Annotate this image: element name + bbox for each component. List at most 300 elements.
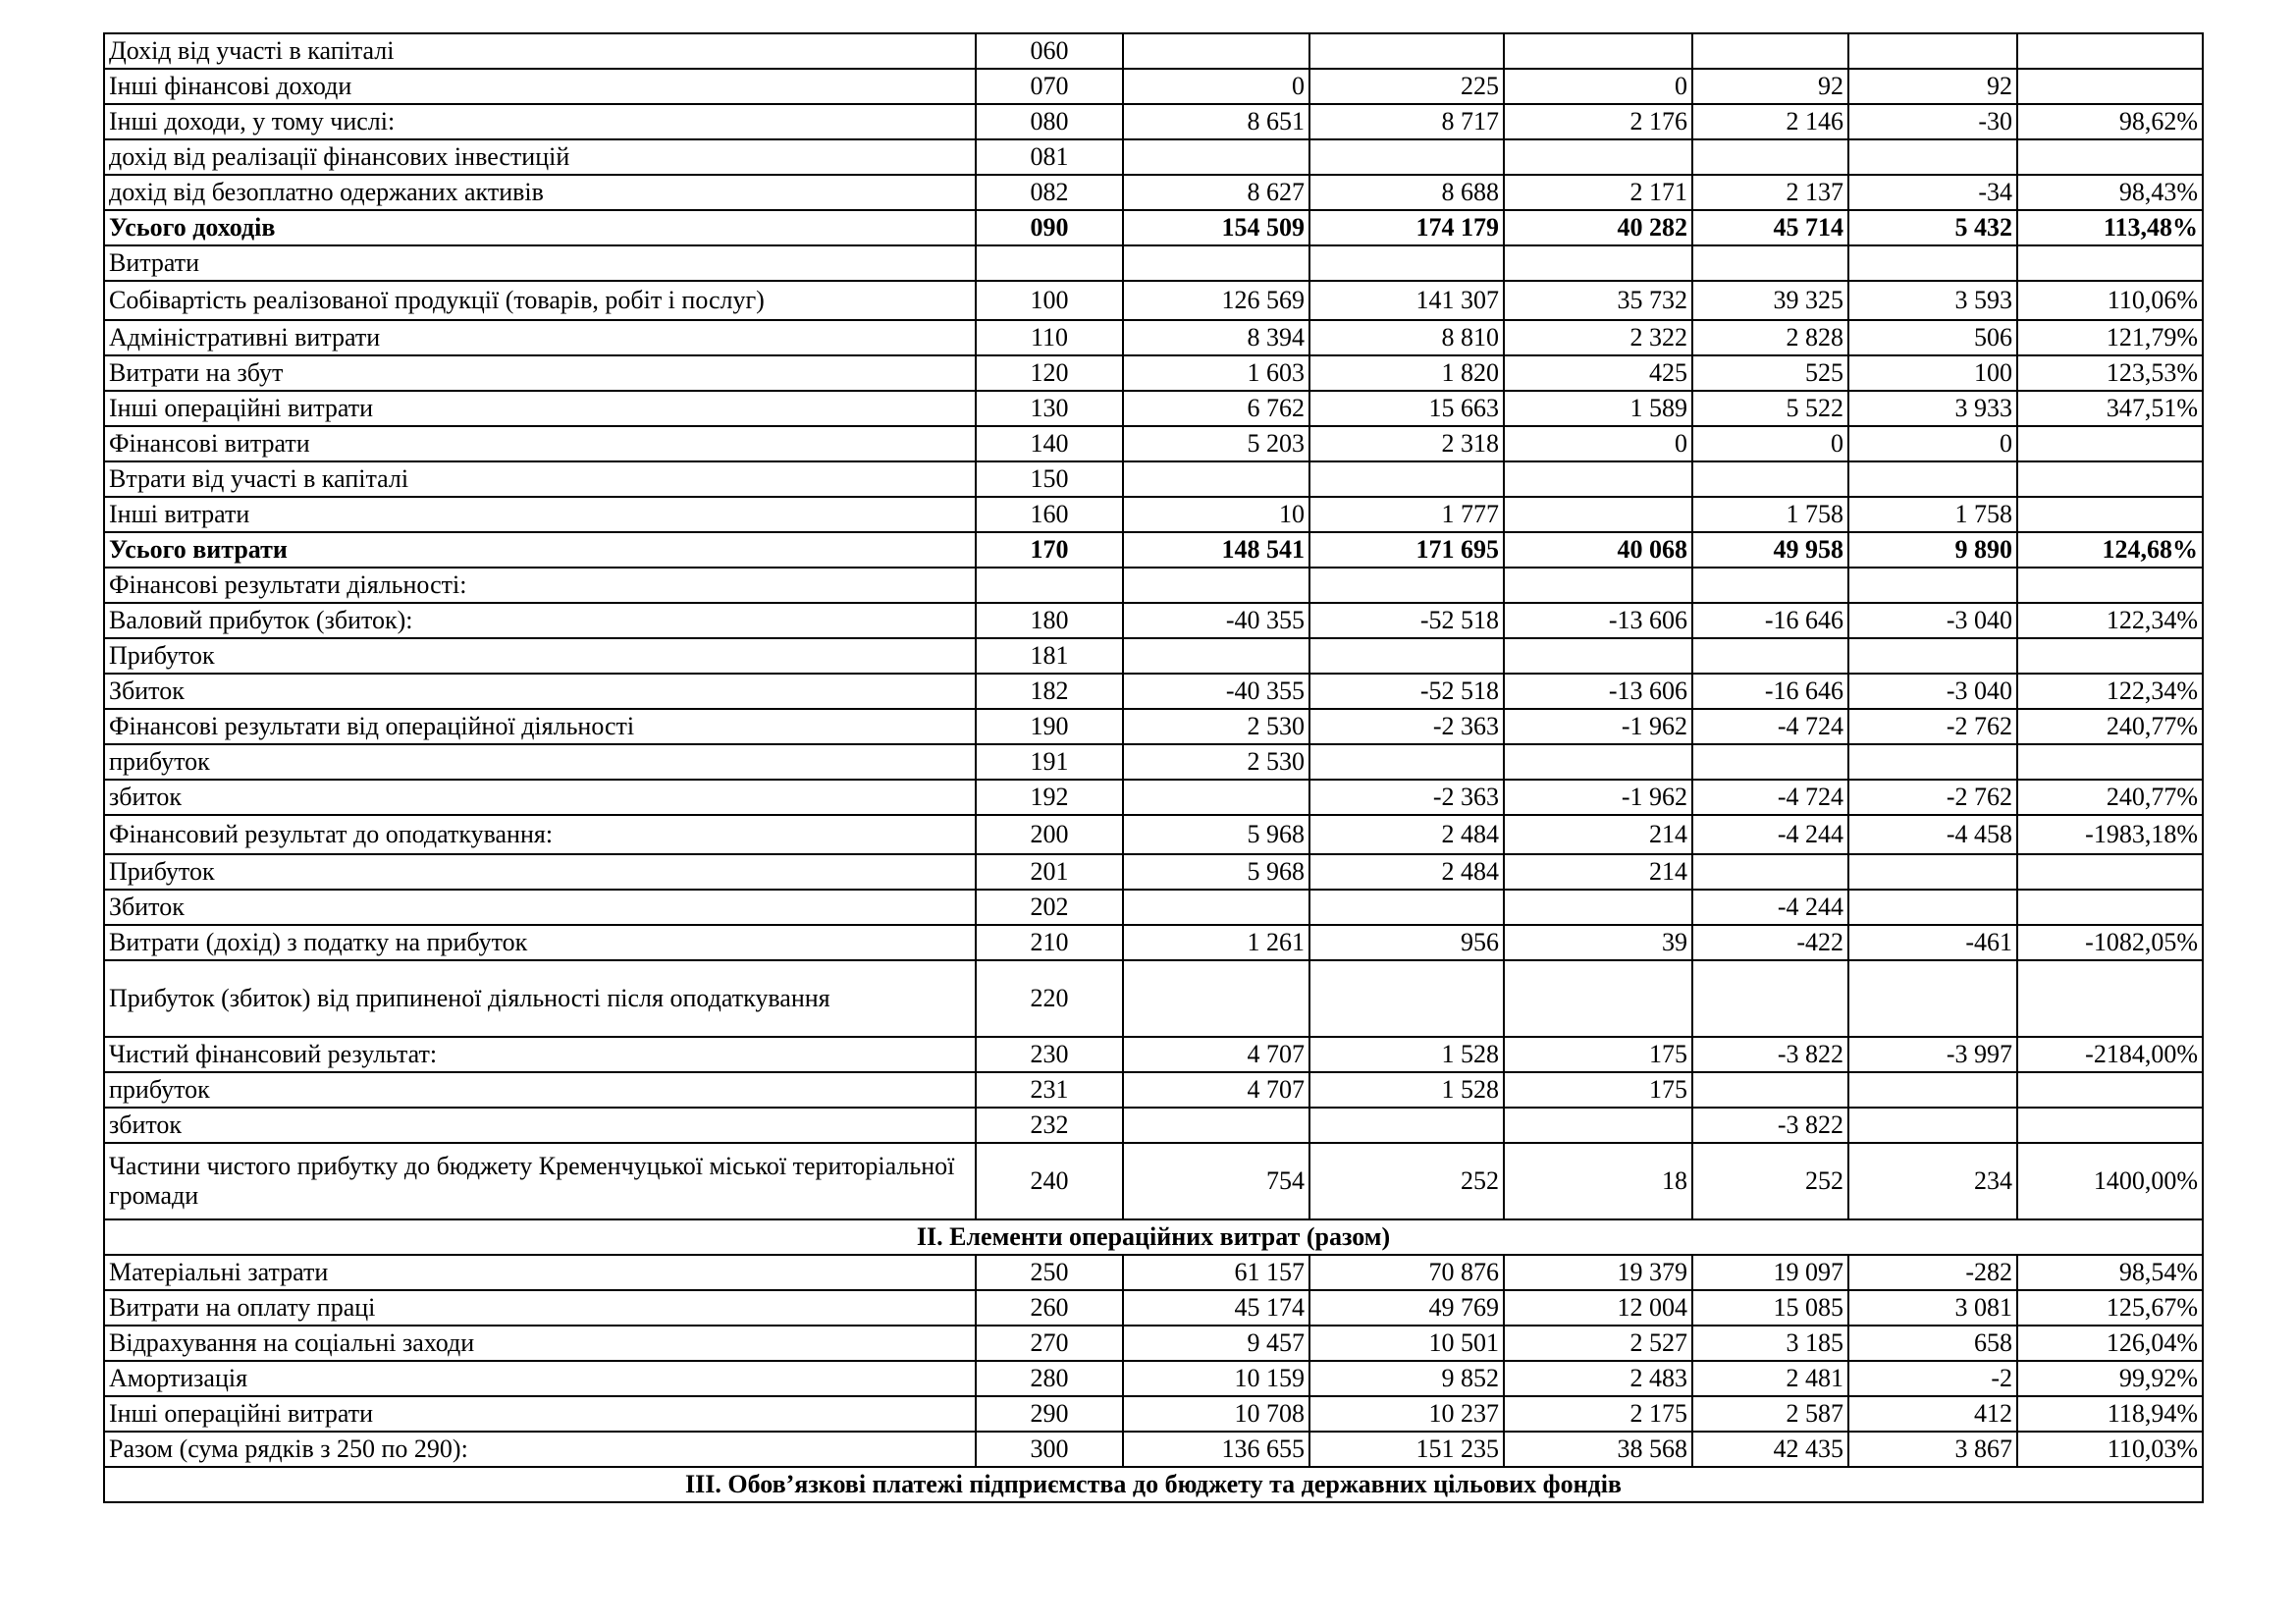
row-label: Разом (сума рядків з 250 по 290):	[104, 1432, 976, 1467]
table-row	[104, 281, 2203, 320]
table-row	[104, 890, 2203, 925]
row-code: 192	[976, 780, 1123, 815]
value-cell: 8 394	[1123, 320, 1309, 355]
value-cell: 70 876	[1309, 1255, 1504, 1290]
value-cell: 3 593	[1848, 281, 2017, 320]
value-cell: 40 282	[1504, 210, 1692, 245]
value-cell	[1123, 568, 1309, 603]
value-cell	[1692, 744, 1848, 780]
row-code: 090	[976, 210, 1123, 245]
row-code: 290	[976, 1396, 1123, 1432]
value-cell: 10 159	[1123, 1361, 1309, 1396]
value-cell: -4 724	[1692, 709, 1848, 744]
value-cell	[2017, 426, 2203, 461]
row-code: 191	[976, 744, 1123, 780]
value-cell	[1309, 139, 1504, 175]
table-row	[104, 104, 2203, 139]
value-cell: 118,94%	[2017, 1396, 2203, 1432]
table-row	[104, 1290, 2203, 1326]
value-cell: 49 958	[1692, 532, 1848, 568]
value-cell: 2 175	[1504, 1396, 1692, 1432]
value-cell: 45 174	[1123, 1290, 1309, 1326]
value-cell: 99,92%	[2017, 1361, 2203, 1396]
value-cell: 3 933	[1848, 391, 2017, 426]
value-cell: 42 435	[1692, 1432, 1848, 1467]
row-label: Валовий прибуток (збиток):	[104, 603, 976, 638]
table-row	[104, 568, 2203, 603]
table-row	[104, 532, 2203, 568]
value-cell: -30	[1848, 104, 2017, 139]
row-label: Витрати (дохід) з податку на прибуток	[104, 925, 976, 960]
value-cell	[1309, 960, 1504, 1037]
value-cell: 2 322	[1504, 320, 1692, 355]
value-cell: 15 085	[1692, 1290, 1848, 1326]
value-cell	[1504, 1108, 1692, 1143]
value-cell: -4 244	[1692, 890, 1848, 925]
value-cell	[2017, 245, 2203, 281]
table-row	[104, 960, 2203, 1037]
value-cell: 121,79%	[2017, 320, 2203, 355]
value-cell	[1848, 960, 2017, 1037]
value-cell: 2 484	[1309, 815, 1504, 854]
value-cell: 8 627	[1123, 175, 1309, 210]
value-cell: -4 244	[1692, 815, 1848, 854]
table-row	[104, 744, 2203, 780]
value-cell: -2184,00%	[2017, 1037, 2203, 1072]
value-cell	[1309, 1108, 1504, 1143]
value-cell	[1123, 960, 1309, 1037]
row-code: 130	[976, 391, 1123, 426]
value-cell: 2 146	[1692, 104, 1848, 139]
value-cell	[1504, 461, 1692, 497]
row-code: 232	[976, 1108, 1123, 1143]
value-cell: 123,53%	[2017, 355, 2203, 391]
value-cell: 10	[1123, 497, 1309, 532]
row-code: 080	[976, 104, 1123, 139]
value-cell: 126,04%	[2017, 1326, 2203, 1361]
row-label: Прибуток	[104, 854, 976, 890]
section-title: II. Елементи операційних витрат (разом)	[104, 1219, 2203, 1255]
row-code: 081	[976, 139, 1123, 175]
row-code: 180	[976, 603, 1123, 638]
row-label: Відрахування на соціальні заходи	[104, 1326, 976, 1361]
value-cell: -13 606	[1504, 674, 1692, 709]
row-label: Прибуток (збиток) від припиненої діяльності після оподаткування	[104, 960, 976, 1037]
value-cell: 3 081	[1848, 1290, 2017, 1326]
table-row	[104, 1396, 2203, 1432]
row-label: Фінансовий результат до оподаткування:	[104, 815, 976, 854]
row-label: Витрати на збут	[104, 355, 976, 391]
value-cell: 5 968	[1123, 854, 1309, 890]
value-cell: 125,67%	[2017, 1290, 2203, 1326]
row-code: 231	[976, 1072, 1123, 1108]
value-cell: 5 203	[1123, 426, 1309, 461]
table-row	[104, 69, 2203, 104]
value-cell	[1848, 568, 2017, 603]
value-cell: 4 707	[1123, 1072, 1309, 1108]
value-cell: -4 458	[1848, 815, 2017, 854]
table-row	[104, 1072, 2203, 1108]
value-cell: 8 651	[1123, 104, 1309, 139]
value-cell	[1123, 461, 1309, 497]
value-cell	[1692, 245, 1848, 281]
value-cell: 956	[1309, 925, 1504, 960]
value-cell: -13 606	[1504, 603, 1692, 638]
table-row	[104, 355, 2203, 391]
value-cell: -1 962	[1504, 709, 1692, 744]
value-cell: 141 307	[1309, 281, 1504, 320]
value-cell	[1848, 744, 2017, 780]
row-label: Інші доходи, у тому числі:	[104, 104, 976, 139]
value-cell	[1692, 1072, 1848, 1108]
value-cell: 1400,00%	[2017, 1143, 2203, 1219]
value-cell	[1504, 139, 1692, 175]
row-label: Витрати на оплату праці	[104, 1290, 976, 1326]
value-cell	[1848, 33, 2017, 69]
value-cell: 1 261	[1123, 925, 1309, 960]
value-cell	[1309, 245, 1504, 281]
row-label: Матеріальні затрати	[104, 1255, 976, 1290]
value-cell: 19 097	[1692, 1255, 1848, 1290]
row-code: 110	[976, 320, 1123, 355]
value-cell	[1848, 461, 2017, 497]
row-label: Збиток	[104, 674, 976, 709]
row-code: 140	[976, 426, 1123, 461]
row-code: 230	[976, 1037, 1123, 1072]
value-cell: 0	[1692, 426, 1848, 461]
value-cell: -282	[1848, 1255, 2017, 1290]
row-label: Усього доходів	[104, 210, 976, 245]
value-cell: 252	[1309, 1143, 1504, 1219]
row-label: Втрати від участі в капіталі	[104, 461, 976, 497]
table-row	[104, 603, 2203, 638]
value-cell	[1309, 638, 1504, 674]
value-cell	[1848, 1072, 2017, 1108]
value-cell: 110,03%	[2017, 1432, 2203, 1467]
value-cell: 19 379	[1504, 1255, 1692, 1290]
value-cell: -3 822	[1692, 1037, 1848, 1072]
row-label: Дохід від участі в капіталі	[104, 33, 976, 69]
value-cell: -2 363	[1309, 709, 1504, 744]
value-cell: 2 587	[1692, 1396, 1848, 1432]
row-code: 120	[976, 355, 1123, 391]
value-cell: 2 481	[1692, 1361, 1848, 1396]
value-cell: -2 762	[1848, 780, 2017, 815]
value-cell	[1692, 461, 1848, 497]
value-cell: 98,62%	[2017, 104, 2203, 139]
table-row	[104, 175, 2203, 210]
row-label: Адміністративні витрати	[104, 320, 976, 355]
value-cell	[1309, 744, 1504, 780]
value-cell: 8 688	[1309, 175, 1504, 210]
value-cell: 3 185	[1692, 1326, 1848, 1361]
table-row	[104, 426, 2203, 461]
value-cell	[1123, 245, 1309, 281]
table-row	[104, 1255, 2203, 1290]
row-code: 181	[976, 638, 1123, 674]
row-code: 170	[976, 532, 1123, 568]
value-cell: -3 040	[1848, 674, 2017, 709]
row-label: дохід від безоплатно одержаних активів	[104, 175, 976, 210]
value-cell	[2017, 33, 2203, 69]
value-cell: 10 708	[1123, 1396, 1309, 1432]
value-cell: 4 707	[1123, 1037, 1309, 1072]
table-row	[104, 1326, 2203, 1361]
value-cell: -1983,18%	[2017, 815, 2203, 854]
value-cell	[1692, 33, 1848, 69]
table-row	[104, 1361, 2203, 1396]
row-label: прибуток	[104, 744, 976, 780]
table-row	[104, 1037, 2203, 1072]
row-code: 201	[976, 854, 1123, 890]
row-code: 270	[976, 1326, 1123, 1361]
value-cell: 8 717	[1309, 104, 1504, 139]
value-cell: 174 179	[1309, 210, 1504, 245]
value-cell	[1309, 33, 1504, 69]
value-cell: 98,43%	[2017, 175, 2203, 210]
value-cell	[2017, 461, 2203, 497]
value-cell	[1504, 568, 1692, 603]
value-cell: 15 663	[1309, 391, 1504, 426]
section-title: III. Обов’язкові платежі підприємства до бюджету та державних цільових фондів	[104, 1467, 2203, 1502]
value-cell	[1848, 245, 2017, 281]
value-cell	[1504, 245, 1692, 281]
value-cell: 6 762	[1123, 391, 1309, 426]
value-cell	[1848, 1108, 2017, 1143]
table-row	[104, 245, 2203, 281]
value-cell: 9 457	[1123, 1326, 1309, 1361]
table-row	[104, 815, 2203, 854]
value-cell	[2017, 638, 2203, 674]
table-row	[104, 674, 2203, 709]
value-cell: 151 235	[1309, 1432, 1504, 1467]
row-code: 250	[976, 1255, 1123, 1290]
row-label: Інші операційні витрати	[104, 391, 976, 426]
value-cell: -40 355	[1123, 603, 1309, 638]
row-label: Збиток	[104, 890, 976, 925]
value-cell: 9 890	[1848, 532, 2017, 568]
value-cell: -1 962	[1504, 780, 1692, 815]
value-cell: 754	[1123, 1143, 1309, 1219]
value-cell: 5 432	[1848, 210, 2017, 245]
table-row	[104, 638, 2203, 674]
value-cell: -461	[1848, 925, 2017, 960]
value-cell: 39	[1504, 925, 1692, 960]
value-cell: 2 176	[1504, 104, 1692, 139]
table-row	[104, 1432, 2203, 1467]
value-cell: -40 355	[1123, 674, 1309, 709]
row-code: 260	[976, 1290, 1123, 1326]
row-code: 150	[976, 461, 1123, 497]
value-cell	[1692, 568, 1848, 603]
value-cell	[1309, 568, 1504, 603]
section-header-row	[104, 1219, 2203, 1255]
value-cell: 1 528	[1309, 1037, 1504, 1072]
row-label: Усього витрати	[104, 532, 976, 568]
row-label: збиток	[104, 780, 976, 815]
row-code: 182	[976, 674, 1123, 709]
value-cell: 10 501	[1309, 1326, 1504, 1361]
table-row	[104, 709, 2203, 744]
value-cell: 0	[1504, 69, 1692, 104]
value-cell	[1692, 854, 1848, 890]
value-cell: -3 822	[1692, 1108, 1848, 1143]
value-cell: 1 758	[1692, 497, 1848, 532]
value-cell: -2 363	[1309, 780, 1504, 815]
value-cell	[1504, 497, 1692, 532]
row-label: Фінансові витрати	[104, 426, 976, 461]
value-cell: 0	[1848, 426, 2017, 461]
value-cell: 9 852	[1309, 1361, 1504, 1396]
value-cell: -4 724	[1692, 780, 1848, 815]
value-cell	[1309, 890, 1504, 925]
value-cell: 658	[1848, 1326, 2017, 1361]
value-cell: -16 646	[1692, 674, 1848, 709]
value-cell: 92	[1692, 69, 1848, 104]
row-code: 060	[976, 33, 1123, 69]
value-cell: 252	[1692, 1143, 1848, 1219]
table-row	[104, 854, 2203, 890]
value-cell: 49 769	[1309, 1290, 1504, 1326]
value-cell: 10 237	[1309, 1396, 1504, 1432]
value-cell: 12 004	[1504, 1290, 1692, 1326]
value-cell	[1123, 638, 1309, 674]
table-row	[104, 497, 2203, 532]
row-label: Прибуток	[104, 638, 976, 674]
value-cell	[2017, 1108, 2203, 1143]
row-code: 202	[976, 890, 1123, 925]
value-cell: 39 325	[1692, 281, 1848, 320]
value-cell	[2017, 1072, 2203, 1108]
value-cell	[2017, 960, 2203, 1037]
value-cell	[2017, 854, 2203, 890]
value-cell	[1504, 33, 1692, 69]
row-code: 300	[976, 1432, 1123, 1467]
value-cell: 1 758	[1848, 497, 2017, 532]
row-label: Інші операційні витрати	[104, 1396, 976, 1432]
value-cell	[1848, 638, 2017, 674]
row-code	[976, 568, 1123, 603]
value-cell	[1504, 638, 1692, 674]
table-row	[104, 33, 2203, 69]
value-cell: 2 483	[1504, 1361, 1692, 1396]
value-cell	[1504, 890, 1692, 925]
value-cell: 171 695	[1309, 532, 1504, 568]
table-body	[104, 33, 2203, 1502]
row-code: 240	[976, 1143, 1123, 1219]
section-header-row	[104, 1467, 2203, 1502]
row-label: Собівартість реалізованої продукції (товарів, робіт і послуг)	[104, 281, 976, 320]
row-label: Витрати	[104, 245, 976, 281]
value-cell: 122,34%	[2017, 674, 2203, 709]
value-cell	[1848, 139, 2017, 175]
value-cell: 148 541	[1123, 532, 1309, 568]
value-cell: 175	[1504, 1037, 1692, 1072]
row-label: Фінансові результати діяльності:	[104, 568, 976, 603]
row-code	[976, 245, 1123, 281]
row-label: Інші витрати	[104, 497, 976, 532]
value-cell: 18	[1504, 1143, 1692, 1219]
value-cell: 40 068	[1504, 532, 1692, 568]
value-cell	[1692, 139, 1848, 175]
row-label: Амортизація	[104, 1361, 976, 1396]
row-code: 200	[976, 815, 1123, 854]
value-cell: 1 528	[1309, 1072, 1504, 1108]
value-cell: 506	[1848, 320, 2017, 355]
value-cell	[1692, 638, 1848, 674]
table-row	[104, 210, 2203, 245]
value-cell: 122,34%	[2017, 603, 2203, 638]
value-cell: 2 530	[1123, 744, 1309, 780]
value-cell	[1504, 744, 1692, 780]
value-cell	[2017, 69, 2203, 104]
row-label: збиток	[104, 1108, 976, 1143]
value-cell: 124,68%	[2017, 532, 2203, 568]
value-cell: 1 777	[1309, 497, 1504, 532]
value-cell: 1 820	[1309, 355, 1504, 391]
value-cell	[1123, 33, 1309, 69]
value-cell: 2 828	[1692, 320, 1848, 355]
row-label: дохід від реалізації фінансових інвестицій	[104, 139, 976, 175]
value-cell: 100	[1848, 355, 2017, 391]
value-cell	[1123, 780, 1309, 815]
table-row	[104, 1108, 2203, 1143]
value-cell: 2 137	[1692, 175, 1848, 210]
value-cell: -16 646	[1692, 603, 1848, 638]
value-cell	[1504, 960, 1692, 1037]
value-cell: 98,54%	[2017, 1255, 2203, 1290]
value-cell: 2 527	[1504, 1326, 1692, 1361]
row-code: 160	[976, 497, 1123, 532]
value-cell: 154 509	[1123, 210, 1309, 245]
value-cell: 2 171	[1504, 175, 1692, 210]
value-cell: -422	[1692, 925, 1848, 960]
row-label: Фінансові результати від операційної діяльності	[104, 709, 976, 744]
value-cell	[1123, 139, 1309, 175]
row-label: Чистий фінансовий результат:	[104, 1037, 976, 1072]
row-code: 070	[976, 69, 1123, 104]
value-cell: 412	[1848, 1396, 2017, 1432]
value-cell	[1123, 1108, 1309, 1143]
table-row	[104, 391, 2203, 426]
value-cell: 61 157	[1123, 1255, 1309, 1290]
table-row	[104, 925, 2203, 960]
row-code: 280	[976, 1361, 1123, 1396]
value-cell: -3 997	[1848, 1037, 2017, 1072]
value-cell: 1 603	[1123, 355, 1309, 391]
row-label: Частини чистого прибутку до бюджету Кременчуцької міської територіальної громади	[104, 1143, 976, 1219]
value-cell: 45 714	[1692, 210, 1848, 245]
value-cell	[1848, 890, 2017, 925]
value-cell: 38 568	[1504, 1432, 1692, 1467]
row-code: 210	[976, 925, 1123, 960]
value-cell: 425	[1504, 355, 1692, 391]
value-cell: 525	[1692, 355, 1848, 391]
value-cell: 3 867	[1848, 1432, 2017, 1467]
table-row	[104, 461, 2203, 497]
value-cell: 92	[1848, 69, 2017, 104]
value-cell: 214	[1504, 815, 1692, 854]
value-cell: -2 762	[1848, 709, 2017, 744]
value-cell: 5 968	[1123, 815, 1309, 854]
row-label: прибуток	[104, 1072, 976, 1108]
value-cell: -1082,05%	[2017, 925, 2203, 960]
value-cell: 8 810	[1309, 320, 1504, 355]
value-cell	[1692, 960, 1848, 1037]
value-cell	[2017, 568, 2203, 603]
value-cell: 2 530	[1123, 709, 1309, 744]
value-cell: 347,51%	[2017, 391, 2203, 426]
